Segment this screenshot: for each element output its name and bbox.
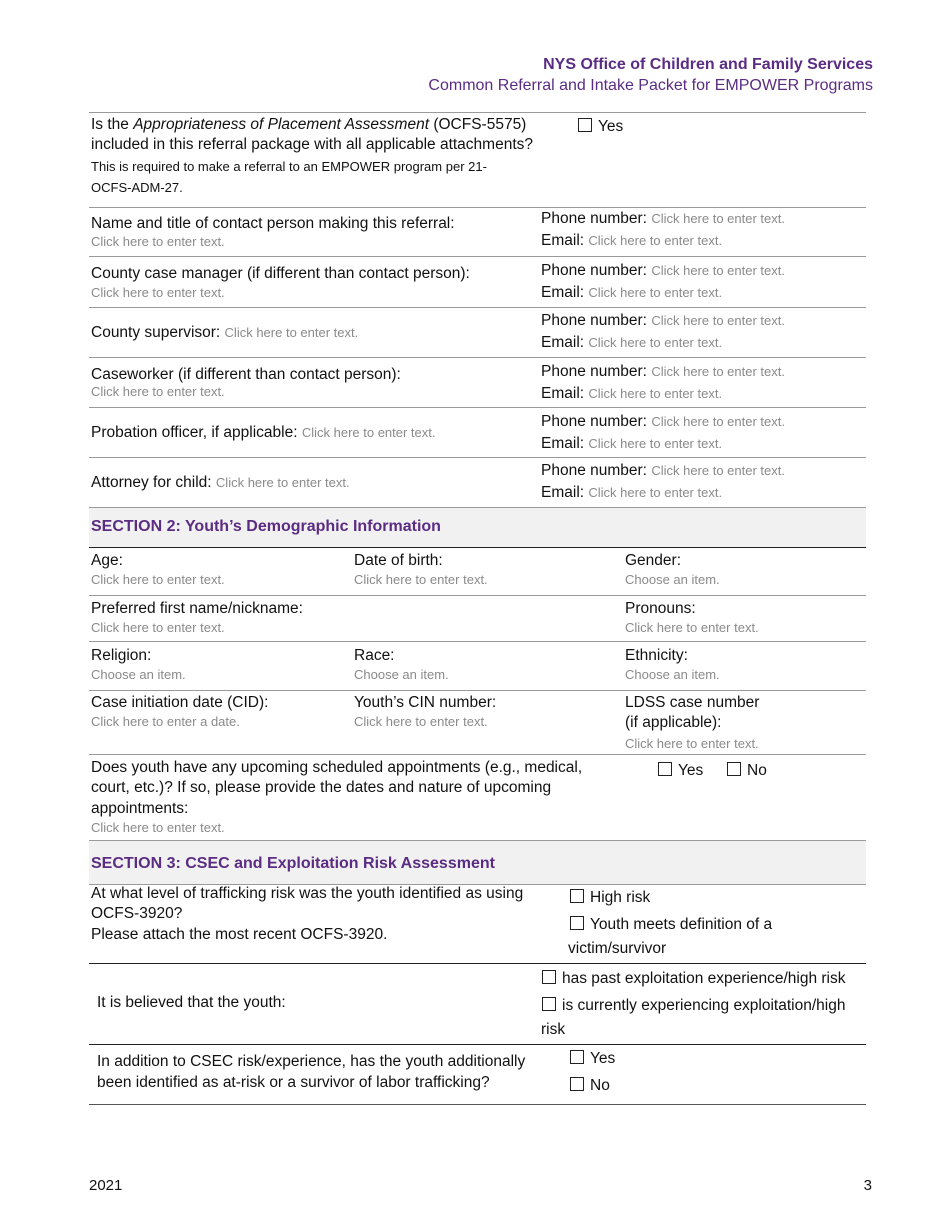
phone-label: Phone number: Click here to enter text. [541,413,785,430]
phone-field[interactable]: Click here to enter text. [651,364,785,379]
phone-field[interactable]: Click here to enter text. [651,263,785,278]
checkbox-icon [578,118,592,132]
divider [89,690,866,691]
email-field[interactable]: Click here to enter text. [588,233,723,248]
ethnicity-label: Ethnicity: [625,647,688,664]
pronouns-field[interactable]: Click here to enter text. [625,620,759,635]
probation-officer-field[interactable]: Click here to enter text. [301,425,436,440]
trafficking-risk-instruction: Please attach the most recent OCFS-3920. [91,926,388,943]
divider [89,307,866,308]
email-field[interactable]: Click here to enter text. [588,335,723,350]
phone-label: Phone number: Click here to enter text. [541,462,785,479]
appointments-question: Does youth have any upcoming scheduled appointments (e.g., medical, [91,759,583,776]
divider [89,112,866,113]
checkbox-icon [727,762,741,776]
checkbox-icon [570,889,584,903]
phone-field[interactable]: Click here to enter text. [651,414,785,429]
email-label: Email: Click here to enter text. [541,232,723,249]
ldss-label: LDSS case number [625,694,760,711]
labor-trafficking-no-checkbox[interactable]: No [570,1077,610,1095]
high-risk-checkbox[interactable]: High risk [570,889,650,907]
divider [89,357,866,358]
checkbox-icon [570,916,584,930]
assessment-question: Is the Appropriateness of Placement Assessment (OCFS-5575) [91,116,527,133]
preferred-name-field[interactable]: Click here to enter text. [91,620,225,635]
gender-label: Gender: [625,552,682,569]
checkbox-icon [658,762,672,776]
attorney-field[interactable]: Click here to enter text. [215,475,350,490]
case-manager-field[interactable]: Click here to enter text. [91,285,225,300]
trafficking-risk-question: At what level of trafficking risk was the youth identified as using [91,885,524,902]
divider [89,963,866,964]
assessment-question-line2: included in this referral package with all applicable attachments? [91,136,533,153]
email-field[interactable]: Click here to enter text. [588,485,723,500]
contact-person-field[interactable]: Click here to enter text. [91,234,225,249]
victim-survivor-checkbox[interactable]: Youth meets definition of a [570,916,772,934]
checkbox-icon [542,970,556,984]
religion-label: Religion: [91,647,152,664]
dob-label: Date of birth: [354,552,443,569]
section-3-title: SECTION 3: CSEC and Exploitation Risk Assessment [91,855,495,872]
divider [89,1044,866,1045]
ldss-field[interactable]: Click here to enter text. [625,736,759,751]
email-field[interactable]: Click here to enter text. [588,285,723,300]
checkbox-icon [570,1050,584,1064]
contact-person-label: Name and title of contact person making this referral: [91,215,455,232]
divider [89,457,866,458]
cid-label: Case initiation date (CID): [91,694,269,711]
supervisor-field[interactable]: Click here to enter text. [224,325,359,340]
org-title: NYS Office of Children and Family Services [543,56,873,73]
email-label: Email: Click here to enter text. [541,334,723,351]
caseworker-field[interactable]: Click here to enter text. [91,384,225,399]
phone-label: Phone number: Click here to enter text. [541,363,785,380]
checkbox-icon [570,1077,584,1091]
phone-field[interactable]: Click here to enter text. [651,211,785,226]
phone-label: Phone number: Click here to enter text. [541,312,785,329]
divider [89,595,866,596]
trafficking-risk-question-line2: OCFS-3920? [91,905,183,922]
phone-label: Phone number: Click here to enter text. [541,262,785,279]
email-label: Email: Click here to enter text. [541,284,723,301]
phone-label: Phone number: Click here to enter text. [541,210,785,227]
pronouns-label: Pronouns: [625,600,696,617]
race-label: Race: [354,647,395,664]
supervisor-label: County supervisor: Click here to enter text. [91,324,359,341]
page-number: 3 [863,1177,872,1194]
section-2-header [89,507,866,548]
section-2-title: SECTION 2: Youth’s Demographic Information [91,518,441,535]
checkbox-icon [542,997,556,1011]
cid-date-field[interactable]: Click here to enter a date. [91,714,240,729]
age-field[interactable]: Click here to enter text. [91,572,225,587]
ldss-label-line2: (if applicable): [625,714,722,731]
probation-officer-label: Probation officer, if applicable: Click here to enter text. [91,424,436,441]
case-manager-label: County case manager (if different than contact person): [91,265,470,282]
appointments-field[interactable]: Click here to enter text. [91,820,225,835]
preferred-name-label: Preferred first name/nickname: [91,600,303,617]
divider [89,1104,866,1105]
phone-field[interactable]: Click here to enter text. [651,463,785,478]
appointments-yes-checkbox[interactable]: Yes [658,762,703,780]
gender-select[interactable]: Choose an item. [625,572,720,587]
assessment-yes-checkbox[interactable]: Yes [578,118,623,136]
labor-trafficking-question-line2: been identified as at-risk or a survivor of labor trafficking? [97,1074,490,1091]
phone-field[interactable]: Click here to enter text. [651,313,785,328]
appointments-question-line3: appointments: [91,800,189,817]
labor-trafficking-question: In addition to CSEC risk/experience, has the youth additionally [97,1053,526,1070]
packet-subtitle: Common Referral and Intake Packet for EMPOWER Programs [428,77,873,94]
labor-trafficking-yes-checkbox[interactable]: Yes [570,1050,615,1068]
current-exploitation-checkbox[interactable]: is currently experiencing exploitation/high [542,997,845,1015]
attorney-label: Attorney for child: Click here to enter text. [91,474,350,491]
divider [89,256,866,257]
divider [89,207,866,208]
divider [89,641,866,642]
footer-year: 2021 [89,1177,123,1194]
cin-label: Youth’s CIN number: [354,694,497,711]
assessment-note-line2: OCFS-ADM-27. [91,180,183,195]
age-label: Age: [91,552,123,569]
divider [89,754,866,755]
email-label: Email: Click here to enter text. [541,435,723,452]
email-label: Email: Click here to enter text. [541,484,723,501]
divider [89,407,866,408]
appointments-question-line2: court, etc.)? If so, please provide the dates and nature of upcoming [91,779,552,796]
dob-field[interactable]: Click here to enter text. [354,572,488,587]
race-select[interactable]: Choose an item. [354,667,449,682]
ethnicity-select[interactable]: Choose an item. [625,667,720,682]
appointments-no-checkbox[interactable]: No [727,762,767,780]
victim-survivor-label-line2: victim/survivor [568,940,667,957]
current-exploitation-label-line2: risk [541,1021,566,1038]
past-exploitation-checkbox[interactable]: has past exploitation experience/high risk [542,970,845,988]
email-label: Email: Click here to enter text. [541,385,723,402]
youth-belief-question: It is believed that the youth: [97,994,286,1011]
cin-field[interactable]: Click here to enter text. [354,714,488,729]
email-field[interactable]: Click here to enter text. [588,436,723,451]
section-3-header [89,840,866,885]
caseworker-label: Caseworker (if different than contact person): [91,366,401,383]
religion-select[interactable]: Choose an item. [91,667,186,682]
assessment-note: This is required to make a referral to an EMPOWER program per 21- [91,159,487,174]
email-field[interactable]: Click here to enter text. [588,386,723,401]
